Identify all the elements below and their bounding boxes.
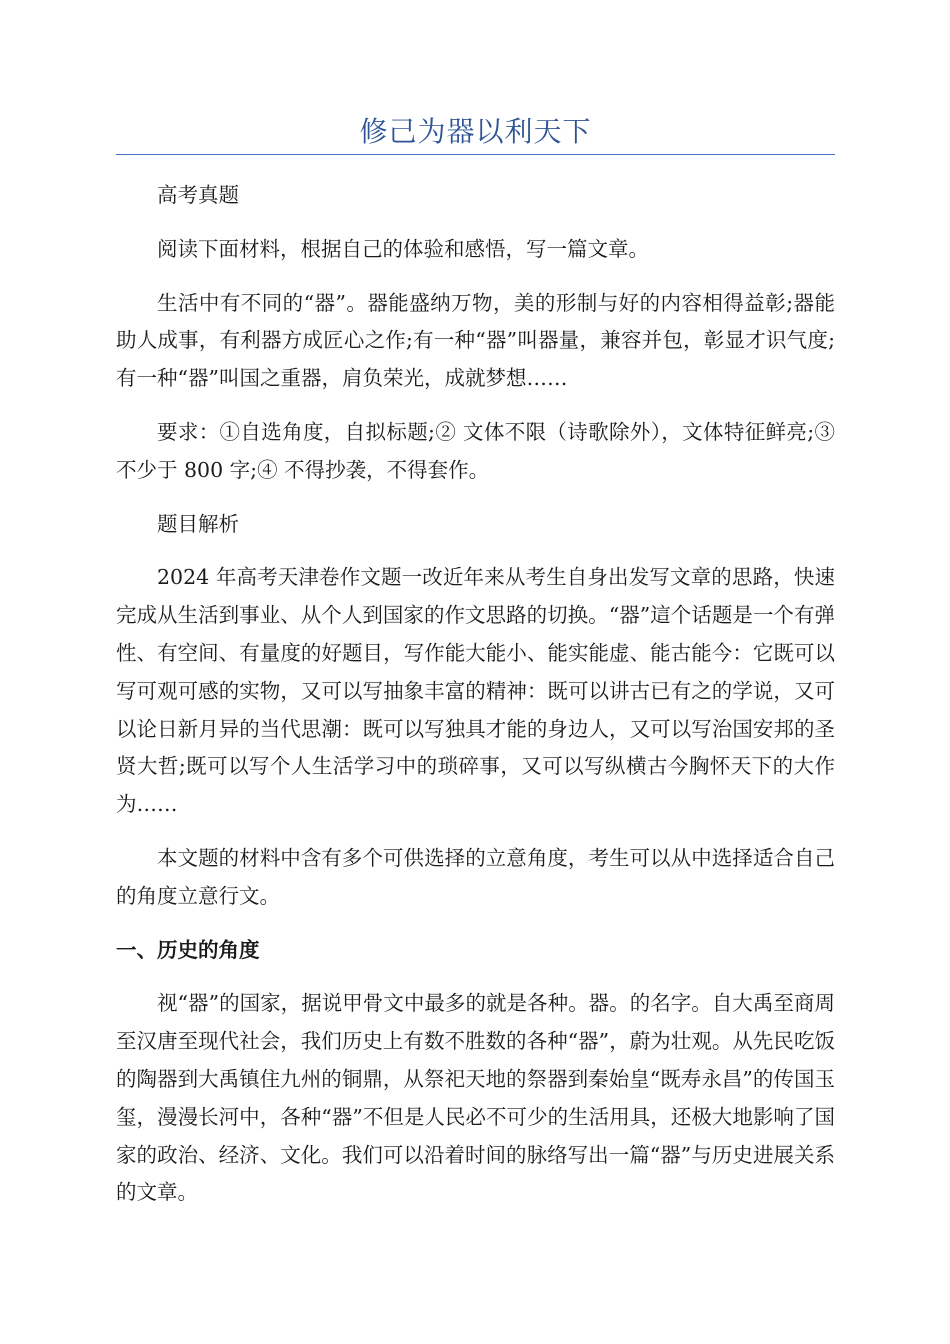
section-heading-history: 一、历史的角度 bbox=[116, 937, 260, 962]
requirements-paragraph: 要求：①自选角度，自拟标题;② 文体不限（诗歌除外），文体特征鲜亮;③ 不少于 800 字;④ 不得抄袭，不得套作。 bbox=[116, 419, 835, 482]
label-analysis: 题目解析 bbox=[157, 511, 239, 536]
instruction-paragraph: 阅读下面材料，根据自己的体验和感悟，写一篇文章。 bbox=[157, 236, 649, 261]
document-page bbox=[116, 0, 835, 1212]
material-paragraph: 生活中有不同的“器”。器能盛纳万物，美的形制与好的内容相得益彰;器能助人成事，有利器方成匠心之作;有一种“器”叫器量，兼容并包，彰显才识气度;有一种“器”叫国之重器，肩负荣光，成就梦想…… bbox=[116, 290, 835, 391]
analysis-paragraph-2: 本文题的材料中含有多个可供选择的立意角度，考生可以从中选择适合自己的角度立意行文。 bbox=[116, 845, 835, 908]
label-exam: 高考真题 bbox=[157, 183, 239, 207]
title-underline bbox=[116, 154, 835, 155]
document-title: 修己为器以利天下 bbox=[359, 115, 592, 148]
analysis-paragraph-1: 2024 年高考天津卷作文题一改近年来从考生自身出发写文章的思路，快速完成从生活到事业、从个人到国家的作文思路的切换。“器”這个话题是一个有弹性、有空间、有量度的好题目，写作能大能小、能实能虚、能古能今：它既可以写可观可感的实物，又可以写抽象丰富的精神：既可以讲古已有之的学说，又可以论日新月异的当代思潮：既可以写独具才能的身边人，又可以写治国安邦的圣贤大哲;既可以写个人生活学习中的琐碎事，又可以写纵横古今胸怀天下的大作为…… bbox=[116, 565, 835, 817]
history-paragraph: 视“器”的国家，据说甲骨文中最多的就是各种。器。的名字。自大禹至商周至汉唐至现代社会，我们历史上有数不胜数的各种“器”，蔚为壮观。从先民吃饭的陶器到大禹镇住九州的铜鼎，从祭祀天地的祭器到秦始皇“既寿永昌”的传国玉玺，漫漫长河中，各种“器”不但是人民必不可少的生活用具，还极大地影响了国家的政治、经济、文化。我们可以沿着时间的脉络写出一篇“器”与历史进展关系的文章。 bbox=[116, 991, 835, 1205]
